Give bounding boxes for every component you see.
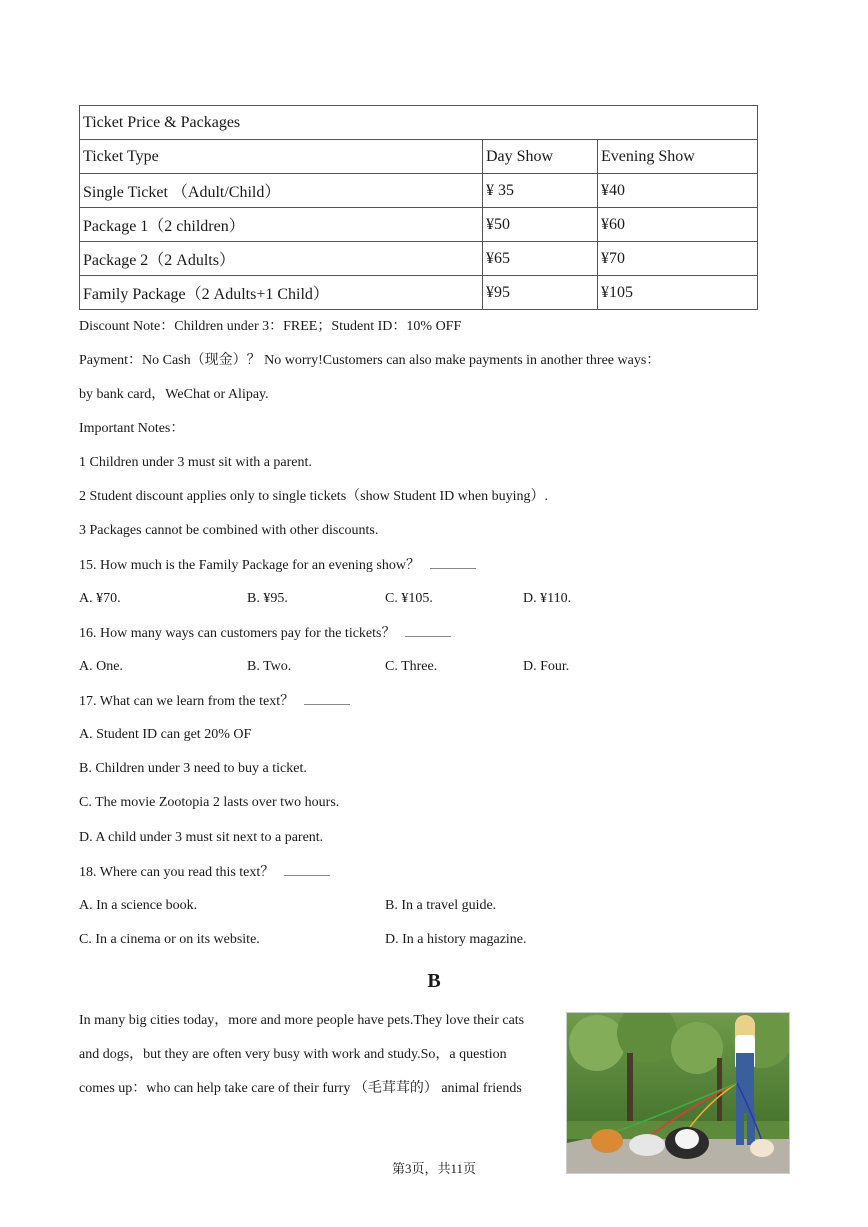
- q18-option-d: D. In a history magazine.: [385, 932, 527, 947]
- ticket-type-cell: Package 1（2 children）: [80, 208, 483, 242]
- table-row: [80, 208, 758, 242]
- q18-option-c: C. In a cinema or on its website.: [79, 932, 260, 947]
- note-1: 1 Children under 3 must sit with a parent.: [79, 455, 312, 470]
- table-title-row: [80, 106, 758, 140]
- day-price-cell: ¥50: [483, 208, 598, 242]
- discount-note: Discount Note：Children under 3：FREE；Student ID：10% OFF: [79, 319, 462, 334]
- q16-option-c: C. Three.: [385, 659, 438, 674]
- question-15-stem: 15. How much is the Family Package for an evening show？: [79, 558, 420, 573]
- q18-option-b: B. In a travel guide.: [385, 898, 497, 913]
- question-17-stem: 17. What can we learn from the text？: [79, 694, 295, 709]
- header-evening-show: Evening Show: [598, 140, 758, 174]
- evening-price-cell: ¥60: [598, 208, 758, 242]
- q15-option-d: D. ¥110.: [523, 591, 572, 606]
- answer-blank[interactable]: [304, 692, 350, 705]
- q16-option-d: D. Four.: [523, 659, 570, 674]
- q15-option-b: B. ¥95.: [247, 591, 288, 606]
- q18-option-a: A. In a science book.: [79, 898, 198, 913]
- answer-blank[interactable]: [284, 863, 330, 876]
- q17-option-b: B. Children under 3 need to buy a ticket.: [79, 761, 307, 776]
- table-title: Ticket Price & Packages: [80, 106, 758, 140]
- question-16: [79, 624, 451, 643]
- header-day-show: Day Show: [483, 140, 598, 174]
- header-ticket-type: Ticket Type: [80, 140, 483, 174]
- ticket-price-table: [79, 105, 758, 310]
- table-row: [80, 276, 758, 310]
- table-row: [80, 174, 758, 208]
- q16-option-b: B. Two.: [247, 659, 292, 674]
- day-price-cell: ¥65: [483, 242, 598, 276]
- note-2: 2 Student discount applies only to single tickets（show Student ID when buying）.: [79, 489, 548, 504]
- day-price-cell: ¥95: [483, 276, 598, 310]
- question-17: [79, 692, 350, 711]
- ticket-type-cell: Package 2（2 Adults）: [80, 242, 483, 276]
- note-3: 3 Packages cannot be combined with other discounts.: [79, 523, 379, 538]
- payment-line-1: Payment：No Cash（现金）？ No worry!Customers can also make payments in another three ways：: [79, 353, 661, 368]
- question-16-stem: 16. How many ways can customers pay for the tickets？: [79, 626, 396, 641]
- question-15: [79, 556, 476, 575]
- table-header-row: [80, 140, 758, 174]
- q15-option-a: A. ¥70.: [79, 591, 121, 606]
- answer-blank[interactable]: [405, 624, 451, 637]
- passage-b-line-2: and dogs，but they are often very busy with work and study.So，a question: [79, 1047, 507, 1062]
- q15-option-c: C. ¥105.: [385, 591, 433, 606]
- ticket-type-cell: Single Ticket （Adult/Child）: [80, 174, 483, 208]
- evening-price-cell: ¥70: [598, 242, 758, 276]
- woman-walking-dogs-photo: [566, 1012, 790, 1174]
- passage-b-line-1: In many big cities today，more and more people have pets.They love their cats: [79, 1013, 525, 1028]
- question-18-stem: 18. Where can you read this text？: [79, 865, 275, 880]
- passage-b-line-3: comes up：who can help take care of their furry （毛茸茸的） animal friends: [79, 1081, 522, 1096]
- q17-option-d: D. A child under 3 must sit next to a parent.: [79, 830, 324, 845]
- q17-option-c: C. The movie Zootopia 2 lasts over two hours.: [79, 795, 340, 810]
- ticket-type-cell: Family Package（2 Adults+1 Child）: [80, 276, 483, 310]
- evening-price-cell: ¥40: [598, 174, 758, 208]
- payment-line-2: by bank card，WeChat or Alipay.: [79, 387, 269, 402]
- evening-price-cell: ¥105: [598, 276, 758, 310]
- table-row: [80, 242, 758, 276]
- page-number-footer: 第3页，共11页: [391, 1161, 477, 1176]
- day-price-cell: ¥ 35: [483, 174, 598, 208]
- q16-option-a: A. One.: [79, 659, 123, 674]
- q17-option-a: A. Student ID can get 20% OF: [79, 727, 252, 742]
- important-notes-heading: Important Notes：: [79, 421, 185, 436]
- section-b-heading: B: [427, 970, 441, 992]
- question-18: [79, 863, 330, 882]
- answer-blank[interactable]: [430, 556, 476, 569]
